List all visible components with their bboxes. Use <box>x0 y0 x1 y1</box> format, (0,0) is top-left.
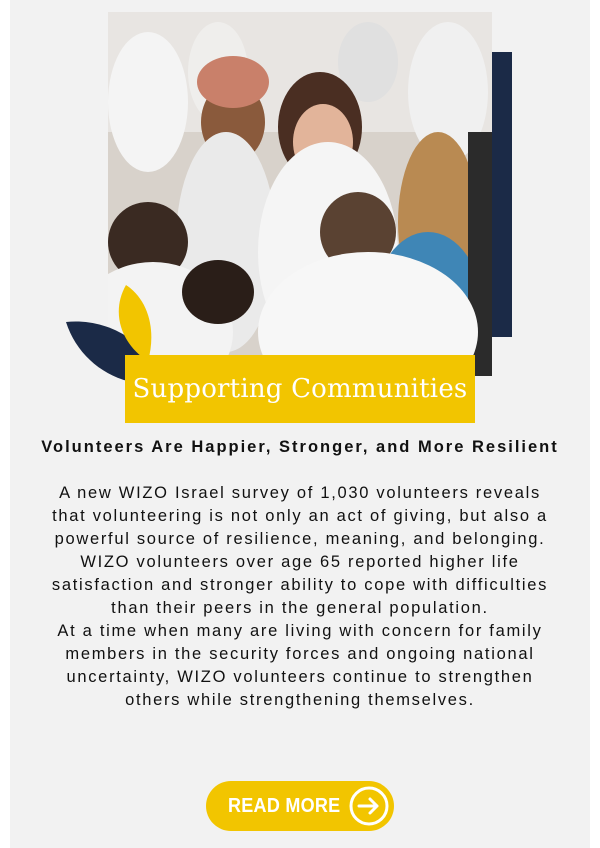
article-headline: Volunteers Are Happier, Stronger, and More Resilient <box>41 438 559 456</box>
article-body <box>40 482 560 712</box>
read-more-label: READ MORE <box>228 794 341 817</box>
volunteers-photo <box>108 12 492 376</box>
arrow-right-circle-icon <box>348 785 390 827</box>
article-paragraph-2: At a time when many are living with concern for family members in the security forces and ongoing national uncertainty, WIZO volunteers continue to strengthen others while strengthening themselves. <box>57 622 543 709</box>
read-more-button[interactable] <box>206 781 394 831</box>
section-title: Supporting Communities <box>132 374 468 404</box>
section-title-banner <box>125 355 475 423</box>
article-paragraph-1: A new WIZO Israel survey of 1,030 volunteers reveals that volunteering is not only an act of giving, but also a powerful source of resilience, meaning, and belonging. WIZO volunteers over age 65 reported higher life satisfaction and stronger ability to cope with difficulties than their peers in the general population. <box>51 484 549 617</box>
yellow-leaf-decoration <box>108 283 158 363</box>
decorative-navy-bar <box>490 52 512 337</box>
